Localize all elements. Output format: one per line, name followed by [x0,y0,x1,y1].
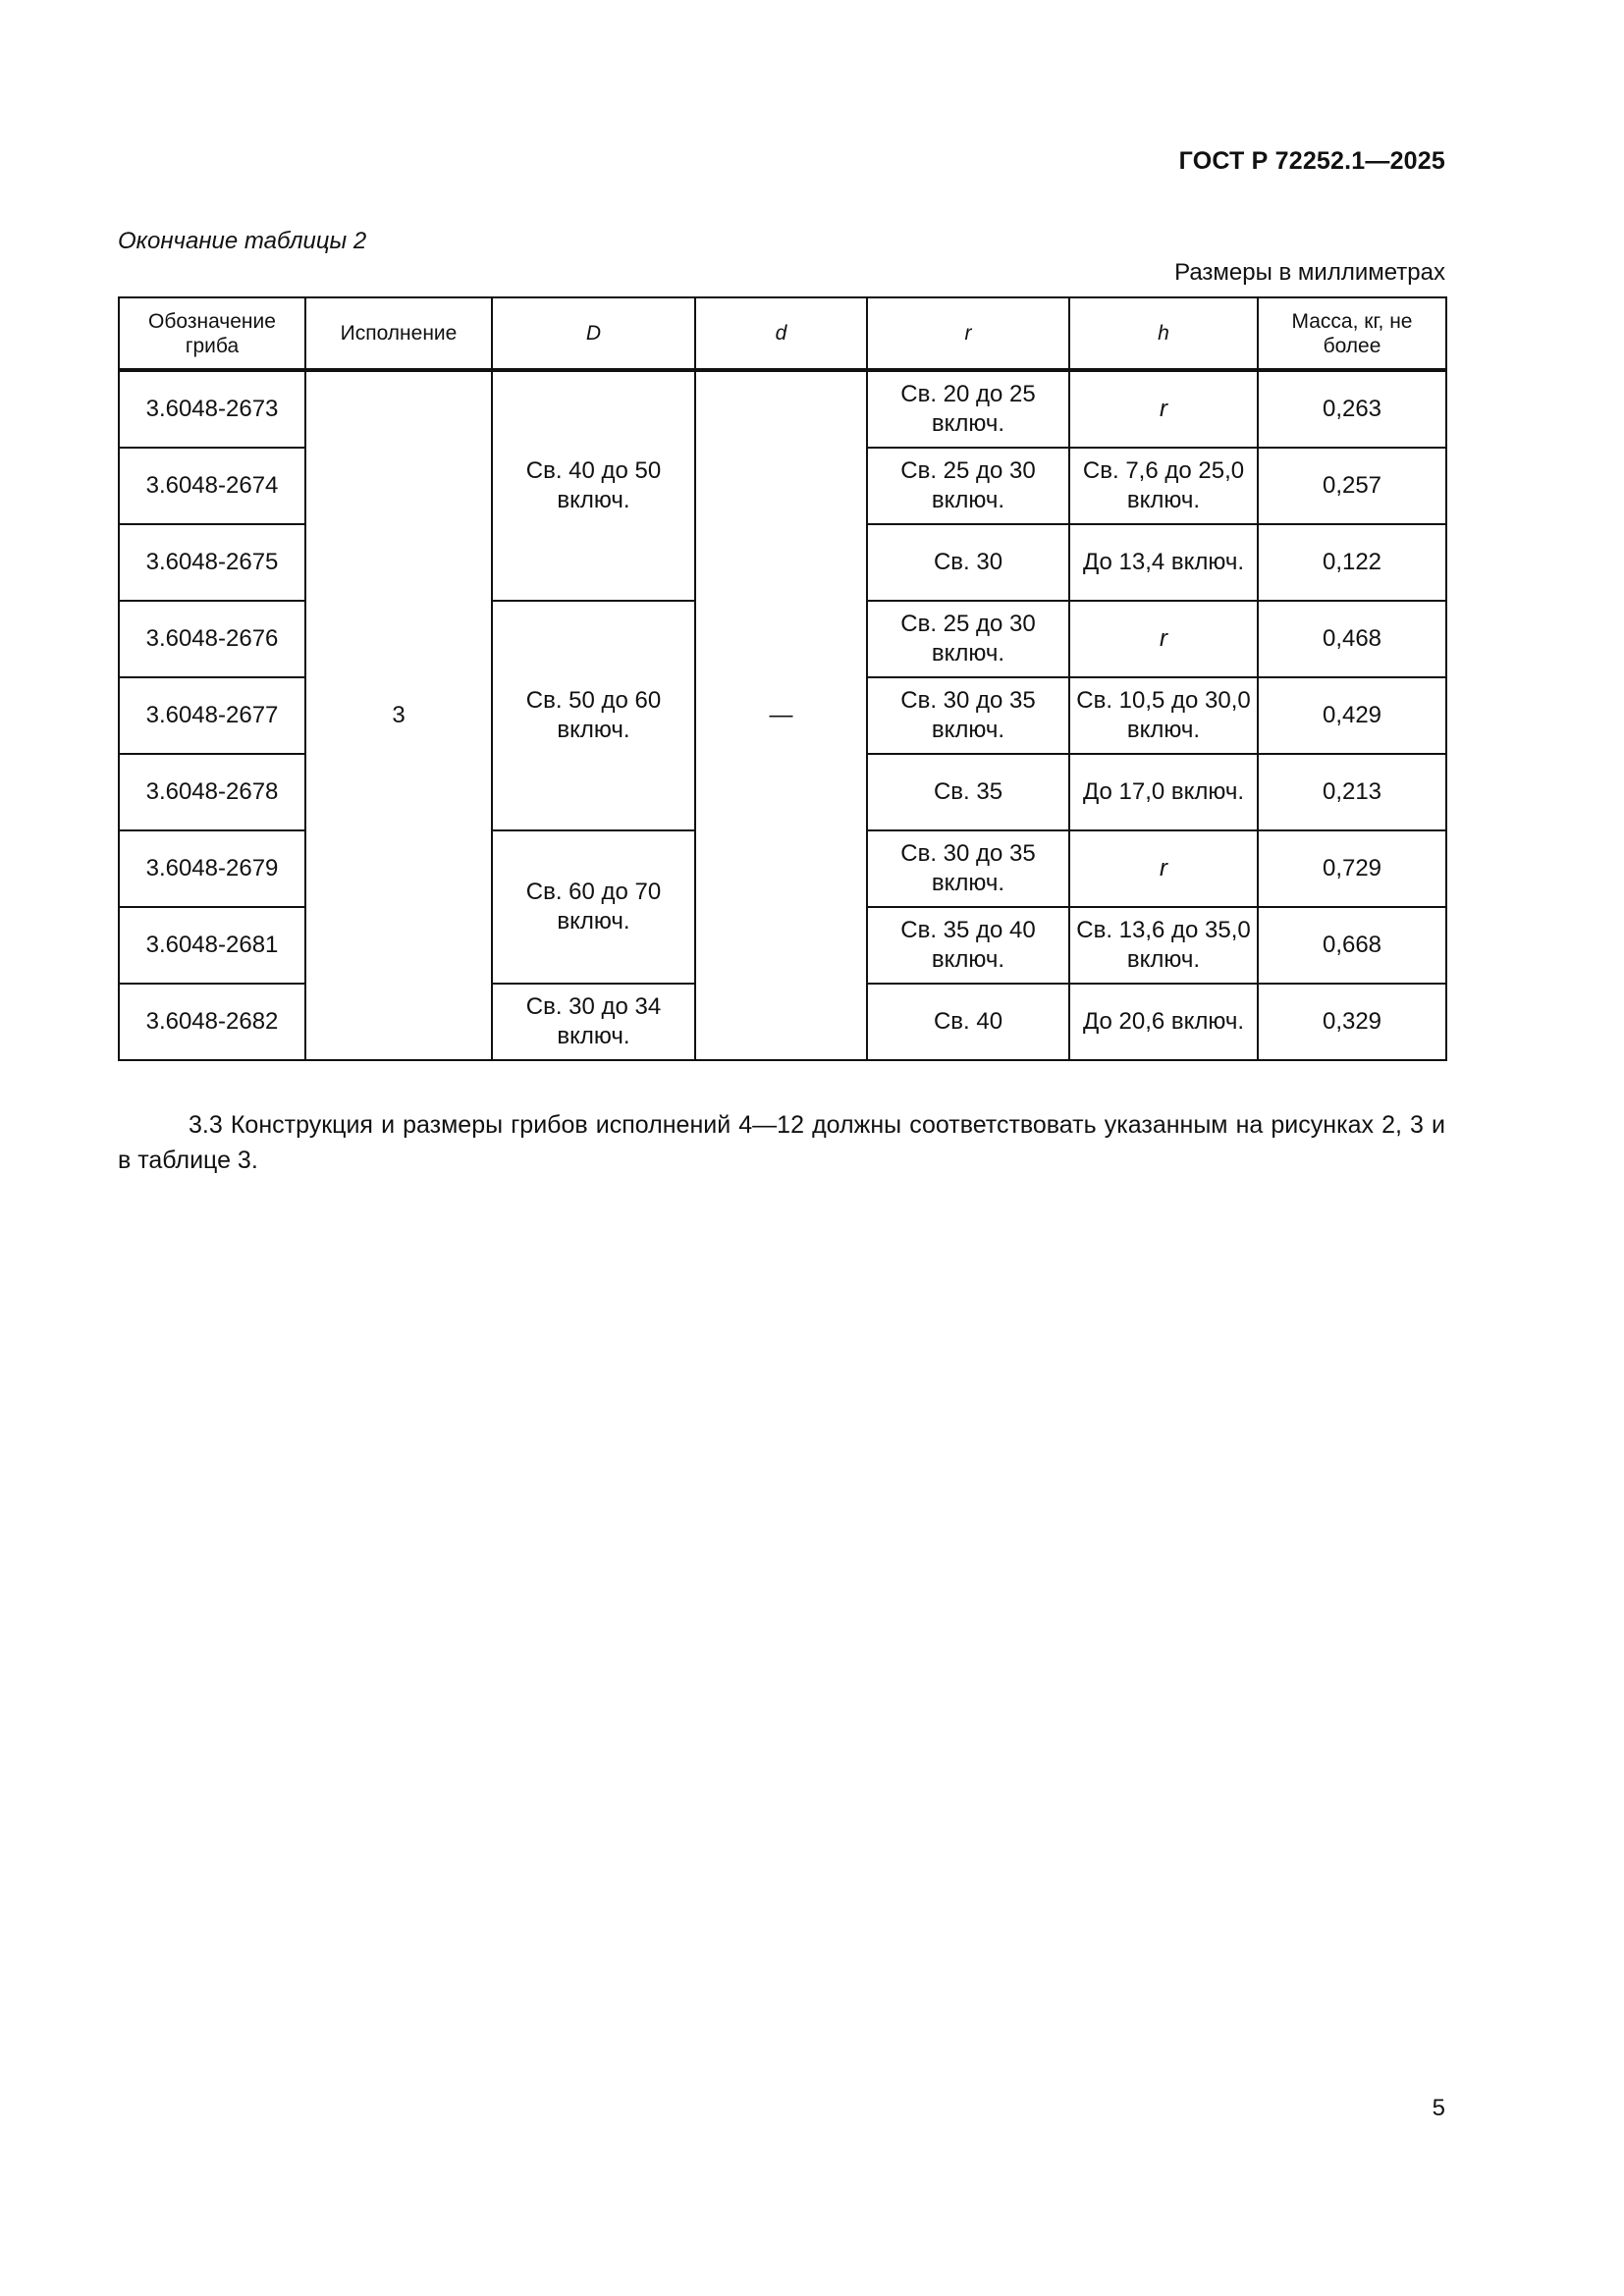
cell-designation: 3.6048-2677 [119,677,305,754]
cell-designation: 3.6048-2674 [119,448,305,524]
cell-designation: 3.6048-2673 [119,370,305,448]
cell-r: Св. 35 [867,754,1069,830]
cell-d: — [695,370,867,1060]
col-header-execution: Исполнение [305,297,492,370]
cell-mass: 0,429 [1258,677,1446,754]
body-paragraph: 3.3 Конструкция и размеры грибов исполнений 4—12 должны соответствовать указанным на рисунках 2, 3 и в таблице 3. [118,1111,1445,1174]
cell-r: Св. 30 [867,524,1069,601]
table-row [119,370,1446,448]
cell-designation: 3.6048-2679 [119,830,305,907]
cell-h: Св. 10,5 до 30,0 включ. [1069,677,1258,754]
standard-header: ГОСТ Р 72252.1—2025 [1178,147,1445,175]
col-header-h: h [1069,297,1258,370]
col-header-D: D [492,297,695,370]
cell-r: Св. 25 до 30 включ. [867,448,1069,524]
cell-designation: 3.6048-2682 [119,984,305,1060]
col-header-d: d [695,297,867,370]
cell-r: Св. 35 до 40 включ. [867,907,1069,984]
cell-r: Св. 30 до 35 включ. [867,830,1069,907]
page-number: 5 [1432,2095,1445,2121]
cell-mass: 0,122 [1258,524,1446,601]
cell-h: До 17,0 включ. [1069,754,1258,830]
col-header-mass: Масса, кг, не более [1258,297,1446,370]
cell-designation: 3.6048-2681 [119,907,305,984]
cell-h: Св. 13,6 до 35,0 включ. [1069,907,1258,984]
cell-mass: 0,668 [1258,907,1446,984]
cell-designation: 3.6048-2676 [119,601,305,677]
cell-h: r [1069,830,1258,907]
cell-h: До 20,6 включ. [1069,984,1258,1060]
cell-h: Св. 7,6 до 25,0 включ. [1069,448,1258,524]
cell-mass: 0,329 [1258,984,1446,1060]
cell-mass: 0,257 [1258,448,1446,524]
cell-mass: 0,213 [1258,754,1446,830]
cell-execution: 3 [305,370,492,1060]
cell-r: Св. 40 [867,984,1069,1060]
cell-r: Св. 30 до 35 включ. [867,677,1069,754]
col-header-designation: Обозначение гриба [119,297,305,370]
cell-designation: 3.6048-2675 [119,524,305,601]
table-units: Размеры в миллиметрах [1174,259,1445,286]
col-header-r: r [867,297,1069,370]
cell-D-group: Св. 50 до 60 включ. [492,601,695,830]
cell-D-group: Св. 60 до 70 включ. [492,830,695,984]
cell-h: r [1069,370,1258,448]
cell-r: Св. 25 до 30 включ. [867,601,1069,677]
cell-mass: 0,729 [1258,830,1446,907]
cell-r: Св. 20 до 25 включ. [867,370,1069,448]
cell-D-group: Св. 30 до 34 включ. [492,984,695,1060]
cell-mass: 0,468 [1258,601,1446,677]
dimensions-table [118,296,1447,1061]
cell-h: До 13,4 включ. [1069,524,1258,601]
table-caption: Окончание таблицы 2 [118,228,367,254]
cell-h: r [1069,601,1258,677]
cell-mass: 0,263 [1258,370,1446,448]
cell-D-group: Св. 40 до 50 включ. [492,370,695,601]
cell-designation: 3.6048-2678 [119,754,305,830]
table-header-row [119,297,1446,370]
